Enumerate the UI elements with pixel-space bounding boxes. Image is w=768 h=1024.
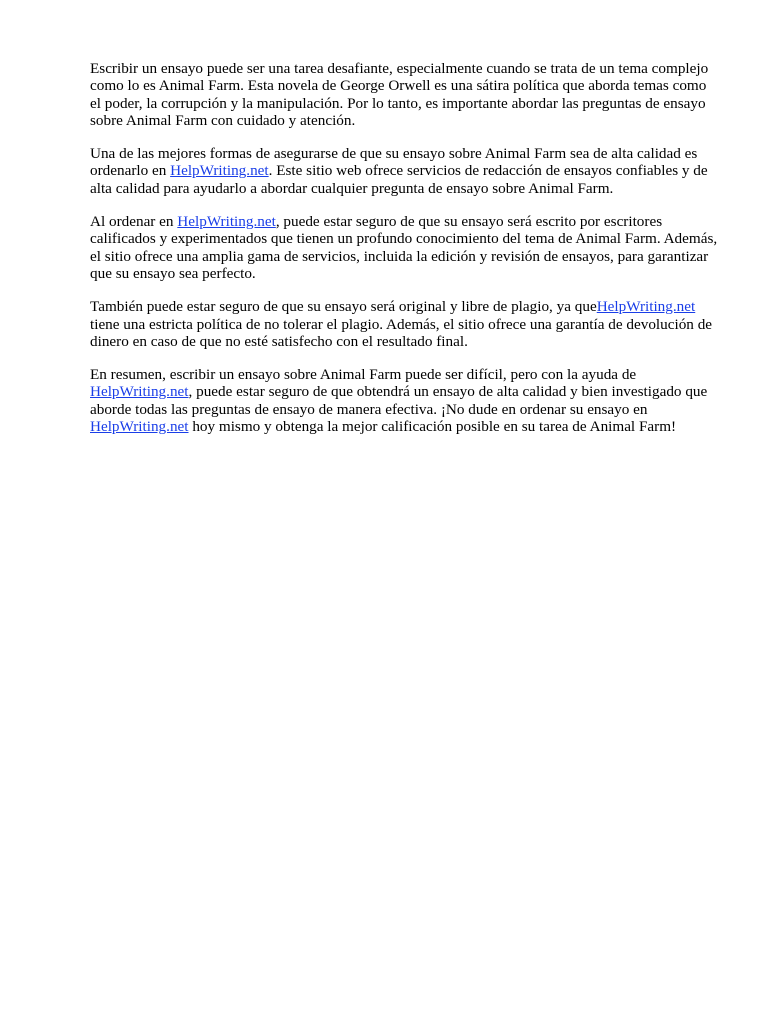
paragraph-4 <box>90 298 720 350</box>
helpwriting-link-2[interactable]: HelpWriting.net <box>177 213 276 231</box>
paragraph-2-text-before: Una de las mejores formas de asegurarse de que su ensayo sobre Animal Farm sea de alta calidad es ordenarlo en <box>90 145 698 180</box>
paragraph-4-text-before: También puede estar seguro de que su ensayo será original y libre de plagio, ya que <box>90 298 597 316</box>
paragraph-5-text-after: hoy mismo y obtenga la mejor calificación posible en su tarea de Animal Farm! <box>188 418 677 436</box>
paragraph-5 <box>90 366 720 435</box>
paragraph-3-text-before: Al ordenar en <box>90 213 178 231</box>
paragraph-2-text-after: . Este sitio web ofrece servicios de redacción de ensayos confiables y de alta calidad para ayudarlo a abordar cualquier pregunta de ensayo sobre Animal Farm. <box>90 162 708 197</box>
paragraph-5-text-before: En resumen, escribir un ensayo sobre Animal Farm puede ser difícil, pero con la ayuda de <box>90 366 637 384</box>
paragraph-5-text-middle: , puede estar seguro de que obtendrá un ensayo de alta calidad y bien investigado que aborde todas las preguntas de ensayo de manera efectiva. ¡No dude en ordenar su ensayo en <box>90 383 708 418</box>
paragraph-1-text: Escribir un ensayo puede ser una tarea desafiante, especialmente cuando se trata de un tema complejo como lo es Animal Farm. Esta novela de George Orwell es una sátira política que aborda temas como el poder, la corrupción y la manipulación. Por lo tanto, es importante abordar las preguntas de ensayo sobre Animal Farm con cuidado y atención. <box>90 60 709 129</box>
paragraph-3 <box>90 213 720 282</box>
paragraph-1 <box>90 60 720 129</box>
helpwriting-link-4[interactable]: HelpWriting.net <box>90 383 189 401</box>
helpwriting-link-1[interactable]: HelpWriting.net <box>170 162 269 180</box>
helpwriting-link-5[interactable]: HelpWriting.net <box>90 418 189 436</box>
paragraph-3-text-after: , puede estar seguro de que su ensayo será escrito por escritores calificados y experimentados que tienen un profundo conocimiento del tema de Animal Farm. Además, el sitio ofrece una amplia gama de servicios, incluida la edición y revisión de ensayos, para garantizar que su ensayo sea perfecto. <box>90 213 718 282</box>
paragraph-2 <box>90 145 720 197</box>
helpwriting-link-3[interactable]: HelpWriting.net <box>596 298 696 316</box>
paragraph-4-text-after: tiene una estricta política de no tolerar el plagio. Además, el sitio ofrece una garantía de devolución de dinero en caso de que no esté satisfecho con el resultado final. <box>90 315 713 350</box>
document-page <box>90 60 720 451</box>
